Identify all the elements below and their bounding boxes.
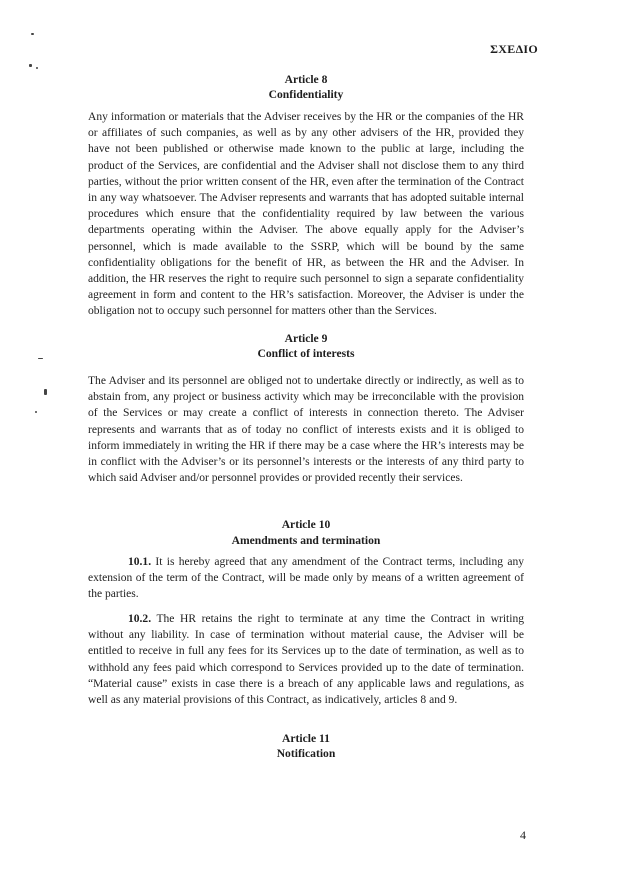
article-8-body: Any information or materials that the Adviser receives by the HR or the companies of the HR or affiliates of such companies, as well as by any other advisers of the HR, provided they have not been published or otherwise made known to the public at large, including the product of the Services, are confidential and the Adviser shall not disclose them to any third parties, without the prior written consent of the HR, even after the termination of the Contract in any way whatsoever. The Adviser represents and warrants that has adopted suitable internal procedures which ensure that the confidentiality required by law between the various departments operating within the Adviser. The above equally apply for the Adviser’s personnel, which is made available to the SSRP, which will be bound by the same confidentiality obligations for the benefit of HR, as between the HR and the Adviser. In addition, the HR reserves the right to require such personnel to sign a separate confidentiality agreement in form and content to the HR’s satisfaction. Moreover, the Adviser is under the obligation not to occupy such personnel for matters other than the Services. <box>88 111 524 318</box>
article-9-body: The Adviser and its personnel are obliged not to undertake directly or indirectly, as well as to abstain from, any project or business activity which may be irreconcilable with the provision of the Services or may create a conflict of interests in connection thereto. The Adviser represents and warrants that as of today no conflict of interests exists and it is obliged to inform immediately in writing the HR if there may be a case where the HR’s interests may be in conflict with the Adviser’s or its personnel’s interests or the interests of any third party to which said Adviser and/or personnel provides or provided recently their services. <box>88 375 524 485</box>
clause-10-1-number: 10.1. <box>128 556 152 568</box>
page-number: 4 <box>520 828 526 842</box>
scan-speck <box>38 358 43 359</box>
article-8-title: Confidentiality <box>268 88 344 101</box>
clause-10-2 <box>88 611 524 708</box>
article-10-title: Amendments and termination <box>231 534 381 547</box>
article-10-number: Article 10 <box>281 518 331 531</box>
draft-stamp: ΣΧΕΔΙΟ <box>490 42 538 56</box>
clause-10-2-number: 10.2. <box>128 613 152 625</box>
scan-speck <box>29 64 32 67</box>
article-8-number: Article 8 <box>284 73 328 86</box>
article-11-number: Article 11 <box>282 732 330 745</box>
scan-speck <box>44 389 47 395</box>
clause-10-1-text: It is hereby agreed that any amendment of the Contract terms, including any extension of the term of the Contract, will be made only by means of a written agreement of the parties. <box>88 556 524 601</box>
article-9-title: Conflict of interests <box>257 347 355 360</box>
scan-speck <box>31 33 34 35</box>
clause-10-2-text: The HR retains the right to terminate at any time the Contract in writing without any liability. In case of termination without material cause, the Adviser will be entitled to receive in full any fees for its Services up to the date of termination, as well as to withhold any fees paid which correspond to Services provided up to the date of termination. “Material cause” exists in case there is a breach of any applicable laws and regulations, as well as any material provisions of this Contract, as indicatively, articles 8 and 9. <box>88 613 524 707</box>
scan-speck <box>36 67 38 69</box>
article-11-title: Notification <box>276 747 336 760</box>
clause-10-1 <box>88 554 524 603</box>
scan-speck <box>35 411 37 413</box>
article-9-number: Article 9 <box>284 332 328 345</box>
